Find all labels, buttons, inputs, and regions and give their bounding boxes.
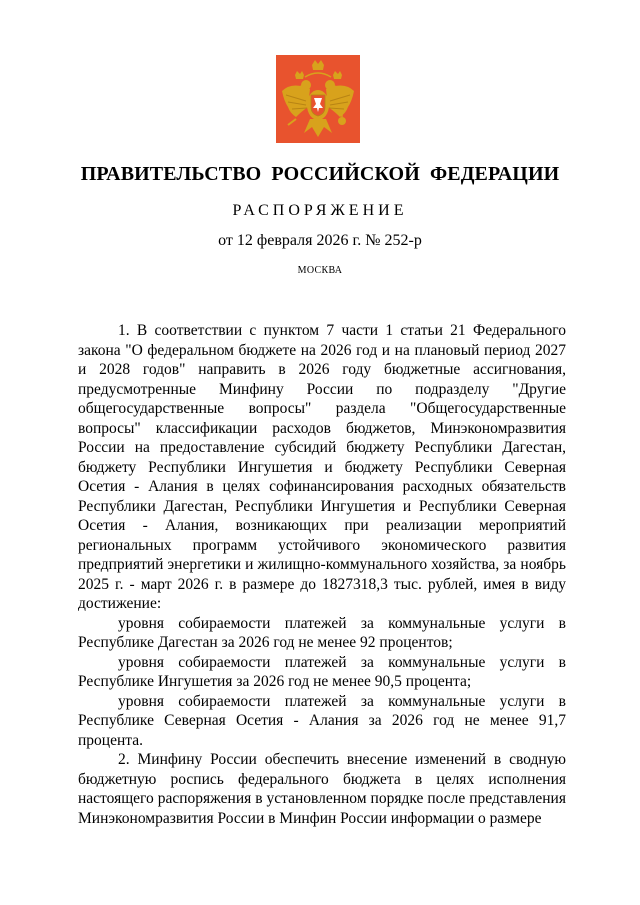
document-city: МОСКВА [297,265,343,276]
paragraph-dagestan: уровня собираемости платежей за коммунальные услуги в Республике Дагестан за 2026 год не менее 92 процентов; [78,614,566,651]
russian-coat-of-arms-icon [276,55,360,143]
document-type: РАСПОРЯЖЕНИЕ [232,202,408,219]
paragraph-ingushetia: уровня собираемости платежей за коммунальные услуги в Республике Ингушетия за 2026 год не менее 90,5 процента; [78,653,566,690]
document-date-number: от 12 февраля 2026 г. № 252-р [218,232,422,249]
government-title: ПРАВИТЕЛЬСТВО РОССИЙСКОЙ ФЕДЕРАЦИИ [80,163,560,185]
paragraph-north-ossetia: уровня собираемости платежей за коммунальные услуги в Республике Северная Осетия - Алания за 2026 год не менее 91,7 процента. [78,692,566,749]
document-body [78,321,566,828]
paragraph-2: 2. Минфину России обеспечить внесение изменений в сводную бюджетную роспись федерального бюджета в целях исполнения настоящего распоряжения в установленном порядке после представления Минэкономразвития России в Минфин России информации о размере [78,751,566,827]
paragraph-1: 1. В соответствии с пунктом 7 части 1 статьи 21 Федерального закона "О федеральном бюджете на 2026 год и на плановый период 2027 и 2028 годов" направить в 2026 году бюджетные ассигнования, предусмотренные Минфину России по подразделу "Другие общегосударственные вопросы" раздела "Общегосударственные вопросы" классификации расходов бюджетов, Минэкономразвития России на предоставление субсидий бюджету Республики Дагестан, бюджету Республики Ингушетия и бюджету Республики Северная Осетия - Алания в целях софинансирования расходных обязательств Республики Дагестан, Республики Ингушетия и Республики Северная Осетия - Алания, возникающих при реализации мероприятий региональных программ устойчивого экономического развития предприятий энергетики и жилищно-коммунального хозяйства, за ноябрь 2025 г. - март 2026 г. в размере до 1827318,3 тыс. рублей, имея в виду достижение: [78,322,566,612]
